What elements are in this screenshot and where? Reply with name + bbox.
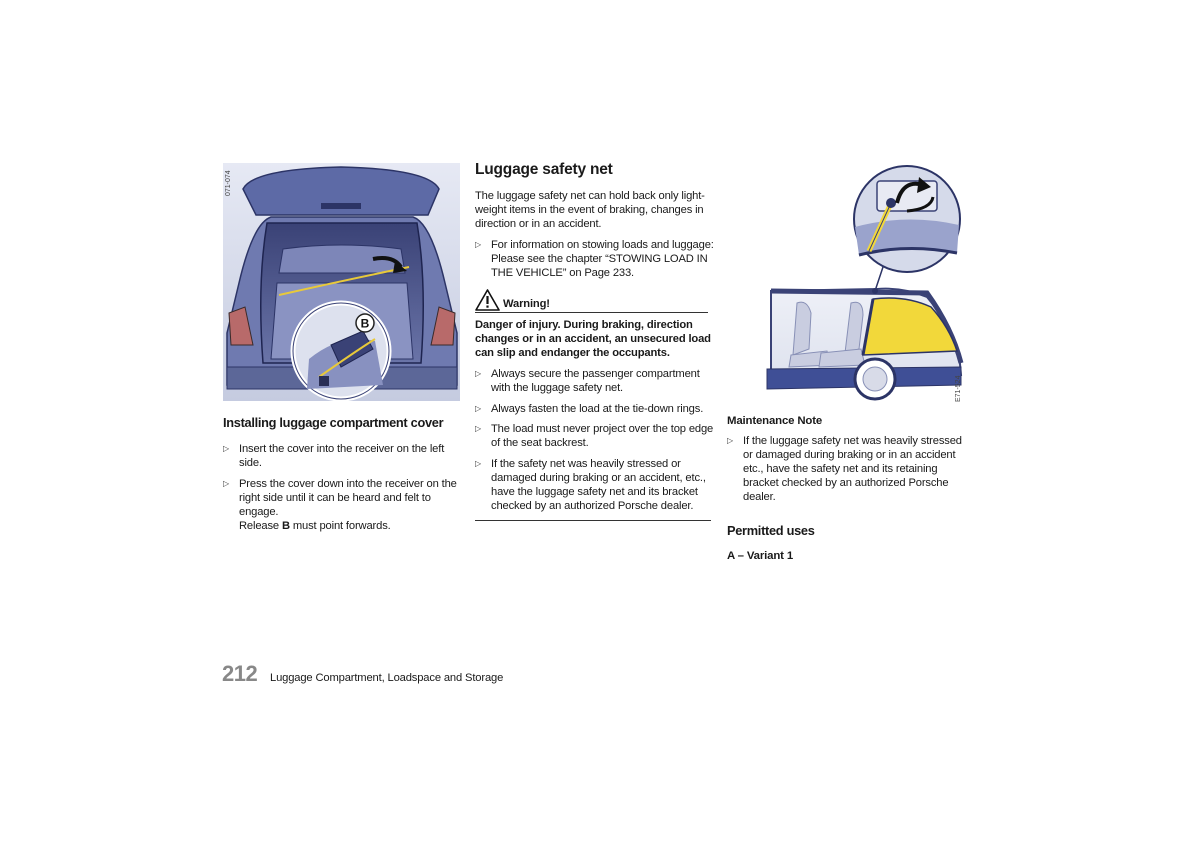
variant-label: A – Variant 1: [727, 550, 794, 562]
safety-net-intro: The luggage safety net can hold back only light-weight items in the event of braking, changes in direction or in an accident.: [475, 190, 705, 231]
safety-net-heading: Luggage safety net: [475, 161, 613, 178]
triangle-bullet-icon: ▷: [475, 424, 482, 434]
side-view-illustration: [727, 163, 965, 403]
warning-end-rule: [475, 520, 711, 521]
figure-left-code: 071-074: [225, 170, 232, 196]
callout-B: B: [360, 316, 370, 331]
warning-triangle-icon: [475, 289, 500, 311]
list-item: ▷ Always secure the passenger compartment with the luggage safety net.: [475, 368, 700, 395]
maintenance-list: [727, 434, 965, 511]
warning-text: Danger of injury. During braking, direction changes or in an accident, an unsecured load can slip and endanger the occupants.: [475, 319, 711, 360]
cover-instructions: [223, 442, 459, 533]
triangle-bullet-icon: ▷: [727, 436, 734, 445]
maintenance-heading: Maintenance Note: [727, 415, 823, 427]
triangle-bullet-icon: ▷: [475, 403, 482, 413]
list-item: ▷ Press the cover down into the receiver on the right side until it can be heard and felt to engage.: [223, 477, 457, 518]
warning-header: [475, 289, 708, 313]
warning-label: Warning!: [503, 298, 550, 310]
footer-section-title: Luggage Compartment, Loadspace and Storage: [270, 672, 504, 684]
figure-safety-net: [727, 163, 965, 403]
info-bullet: [475, 238, 715, 287]
triangle-bullet-icon: ▷: [475, 369, 482, 378]
list-item: ▷ Insert the cover into the receiver on the left side.: [223, 443, 445, 470]
list-item: ▷ The load must never project over the top edge of the seat backrest.: [475, 423, 714, 450]
triangle-bullet-icon: ▷: [223, 444, 230, 453]
triangle-bullet-icon: ▷: [475, 240, 482, 249]
list-item: ▷ If the luggage safety net was heavily stressed or damaged during braking or in an accident etc., have the safety net and its retaining bracket checked by an authorized Porsche dealer.: [727, 435, 962, 504]
cover-heading: Installing luggage compartment cover: [223, 415, 444, 430]
figure-luggage-cover: [223, 163, 460, 401]
permitted-uses-heading: Permitted uses: [727, 523, 815, 538]
warning-list: [475, 367, 715, 520]
car-rear-illustration: [223, 163, 460, 401]
triangle-bullet-icon: ▷: [475, 458, 482, 468]
triangle-bullet-icon: ▷: [223, 478, 230, 488]
release-note: Release B must point forwards.: [239, 519, 391, 532]
list-item: ▷ For information on stowing loads and luggage: Please see the chapter “STOWING LOAD IN THE VEHICLE” on Page 233.: [475, 239, 714, 280]
page-number: 212: [222, 661, 258, 686]
list-item: ▷ Always fasten the load at the tie-down rings.: [475, 402, 704, 415]
figure-right-code: E71-524: [955, 375, 962, 402]
list-item: ▷ If the safety net was heavily stressed or damaged during braking or an accident, etc., have the luggage safety net and its bracket checked by an authorized Porsche dealer.: [475, 457, 706, 513]
